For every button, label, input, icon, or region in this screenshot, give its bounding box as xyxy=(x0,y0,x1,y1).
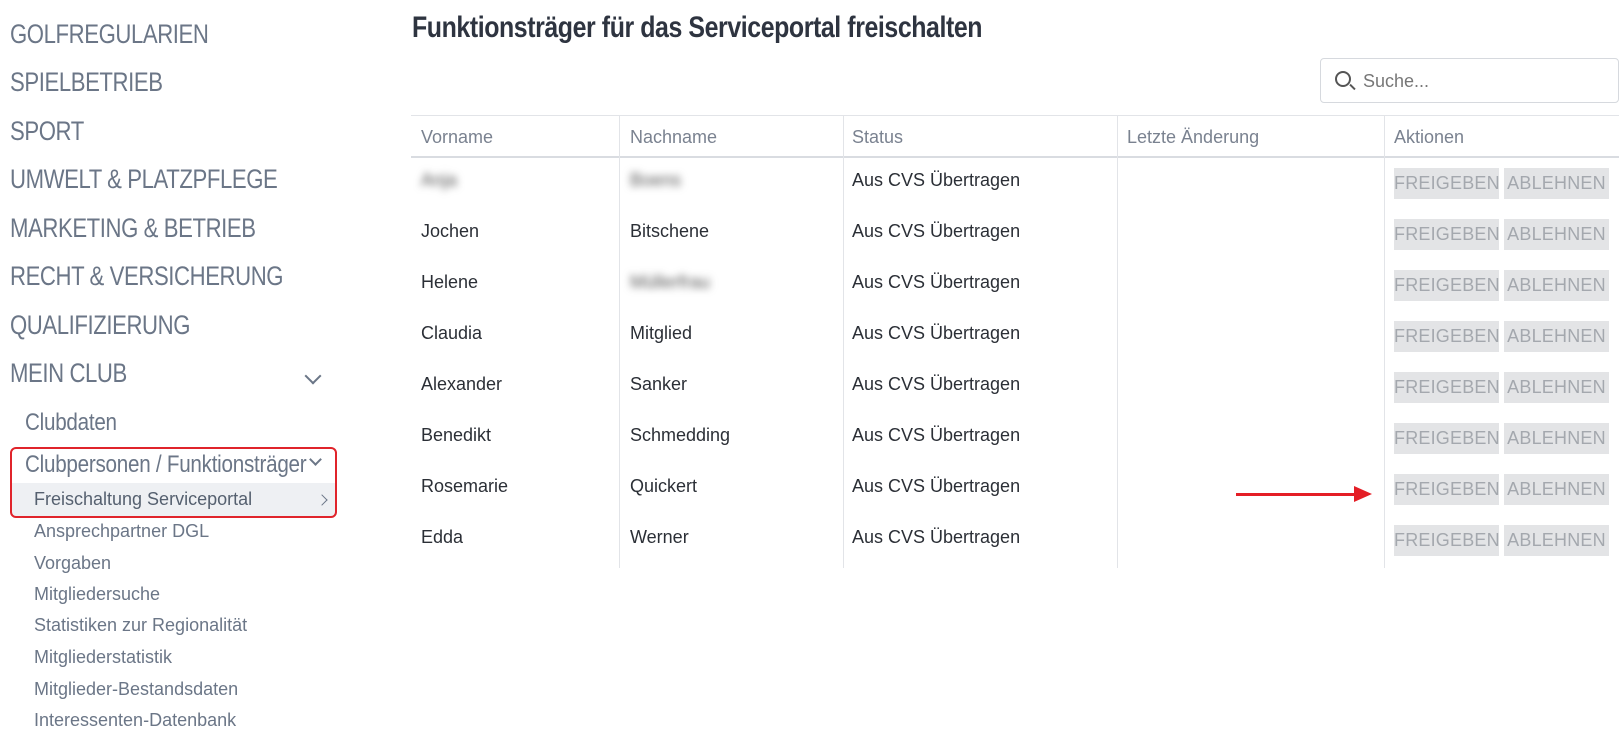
nav-leaf-mitgliederstatistik[interactable]: Mitgliederstatistik xyxy=(34,647,173,667)
approve-button[interactable]: FREIGEBEN xyxy=(1394,270,1499,301)
reject-button[interactable]: ABLEHNEN xyxy=(1504,219,1609,250)
cell-nachname: Sanker xyxy=(630,374,688,394)
sidebar xyxy=(0,0,345,733)
cell-vorname: Helene xyxy=(421,272,479,292)
nav-leaf-statistiken-regionalitaet[interactable]: Statistiken zur Regionalität xyxy=(34,615,248,635)
header-nachname[interactable]: Nachname xyxy=(630,127,718,147)
table-row xyxy=(411,362,1619,413)
chevron-down-icon[interactable] xyxy=(305,368,322,385)
header-letzte-aenderung[interactable]: Letzte Änderung xyxy=(1127,127,1260,147)
search-box[interactable] xyxy=(1320,58,1619,103)
cell-nachname: Schmedding xyxy=(630,425,731,445)
members-table xyxy=(411,115,1619,566)
cell-nachname: Boens xyxy=(630,170,682,190)
table-row xyxy=(411,260,1619,311)
table-header xyxy=(411,115,1619,158)
approve-button[interactable]: FREIGEBEN xyxy=(1394,321,1499,352)
nav-item-marketing-betrieb[interactable]: MARKETING & BETRIEB xyxy=(10,213,256,243)
nav-leaf-ansprechpartner-dgl[interactable]: Ansprechpartner DGL xyxy=(34,521,210,541)
nav-item-golfregularien[interactable]: GOLFREGULARIEN xyxy=(10,19,209,49)
cell-status: Aus CVS Übertragen xyxy=(852,374,1021,394)
cell-nachname: Mitglied xyxy=(630,323,693,343)
nav-item-sport[interactable]: SPORT xyxy=(10,116,84,146)
table-row xyxy=(411,515,1619,566)
cell-vorname: Edda xyxy=(421,527,464,547)
table-row xyxy=(411,464,1619,515)
approve-button[interactable]: FREIGEBEN xyxy=(1394,372,1499,403)
cell-status: Aus CVS Übertragen xyxy=(852,425,1021,445)
nav-sub-clubpersonen[interactable]: Clubpersonen / Funktionsträger xyxy=(25,451,307,478)
nav-item-recht-versicherung[interactable]: RECHT & VERSICHERUNG xyxy=(10,261,284,291)
cell-nachname: Müllerfrau xyxy=(630,272,711,292)
nav-item-mein-club[interactable]: MEIN CLUB xyxy=(10,358,127,388)
reject-button[interactable]: ABLEHNEN xyxy=(1504,474,1609,505)
cell-status: Aus CVS Übertragen xyxy=(852,323,1021,343)
nav-item-spielbetrieb[interactable]: SPIELBETRIEB xyxy=(10,67,163,97)
header-aktionen: Aktionen xyxy=(1394,127,1465,147)
nav-leaf-mitglieder-bestandsdaten[interactable]: Mitglieder-Bestandsdaten xyxy=(34,679,239,699)
approve-button[interactable]: FREIGEBEN xyxy=(1394,219,1499,250)
approve-button[interactable]: FREIGEBEN xyxy=(1394,525,1499,556)
nav-leaf-mitgliedersuche[interactable]: Mitgliedersuche xyxy=(34,584,161,604)
table-row xyxy=(411,311,1619,362)
header-status[interactable]: Status xyxy=(852,127,904,147)
approve-button[interactable]: FREIGEBEN xyxy=(1394,474,1499,505)
cell-vorname: Claudia xyxy=(421,323,483,343)
cell-vorname: Benedikt xyxy=(421,425,492,445)
reject-button[interactable]: ABLEHNEN xyxy=(1504,423,1609,454)
nav-leaf-freischaltung-serviceportal[interactable]: Freischaltung Serviceportal xyxy=(34,489,253,509)
table-row xyxy=(411,413,1619,464)
cell-vorname: Rosemarie xyxy=(421,476,509,496)
nav-leaf-vorgaben[interactable]: Vorgaben xyxy=(34,553,112,573)
cell-status: Aus CVS Übertragen xyxy=(852,272,1021,292)
nav-sub-clubdaten[interactable]: Clubdaten xyxy=(25,409,117,436)
reject-button[interactable]: ABLEHNEN xyxy=(1504,168,1609,199)
reject-button[interactable]: ABLEHNEN xyxy=(1504,372,1609,403)
nav-leaf-interessenten-datenbank[interactable]: Interessenten-Datenbank xyxy=(34,710,237,730)
approve-button[interactable]: FREIGEBEN xyxy=(1394,423,1499,454)
table-row xyxy=(411,209,1619,260)
annotation-arrow xyxy=(1236,493,1354,496)
approve-button[interactable]: FREIGEBEN xyxy=(1394,168,1499,199)
cell-nachname: Werner xyxy=(630,527,689,547)
reject-button[interactable]: ABLEHNEN xyxy=(1504,270,1609,301)
cell-nachname: Bitschene xyxy=(630,221,710,241)
cell-vorname: Alexander xyxy=(421,374,503,394)
cell-status: Aus CVS Übertragen xyxy=(852,476,1021,496)
cell-vorname: Anja xyxy=(421,170,458,190)
header-vorname[interactable]: Vorname xyxy=(421,127,494,147)
cell-status: Aus CVS Übertragen xyxy=(852,527,1021,547)
cell-status: Aus CVS Übertragen xyxy=(852,221,1021,241)
table-body xyxy=(411,158,1619,566)
cell-status: Aus CVS Übertragen xyxy=(852,170,1021,190)
nav-item-qualifizierung[interactable]: QUALIFIZIERUNG xyxy=(10,310,191,340)
annotation-arrow-head xyxy=(1354,486,1372,502)
nav-item-umwelt-platzpflege[interactable]: UMWELT & PLATZPFLEGE xyxy=(10,164,278,194)
search-icon xyxy=(1335,71,1351,87)
table-row xyxy=(411,158,1619,209)
cell-nachname: Quickert xyxy=(630,476,698,496)
reject-button[interactable]: ABLEHNEN xyxy=(1504,321,1609,352)
search-input[interactable] xyxy=(1363,69,1603,93)
page-title: Funktionsträger für das Serviceportal freischalten xyxy=(412,11,983,44)
cell-vorname: Jochen xyxy=(421,221,480,241)
reject-button[interactable]: ABLEHNEN xyxy=(1504,525,1609,556)
